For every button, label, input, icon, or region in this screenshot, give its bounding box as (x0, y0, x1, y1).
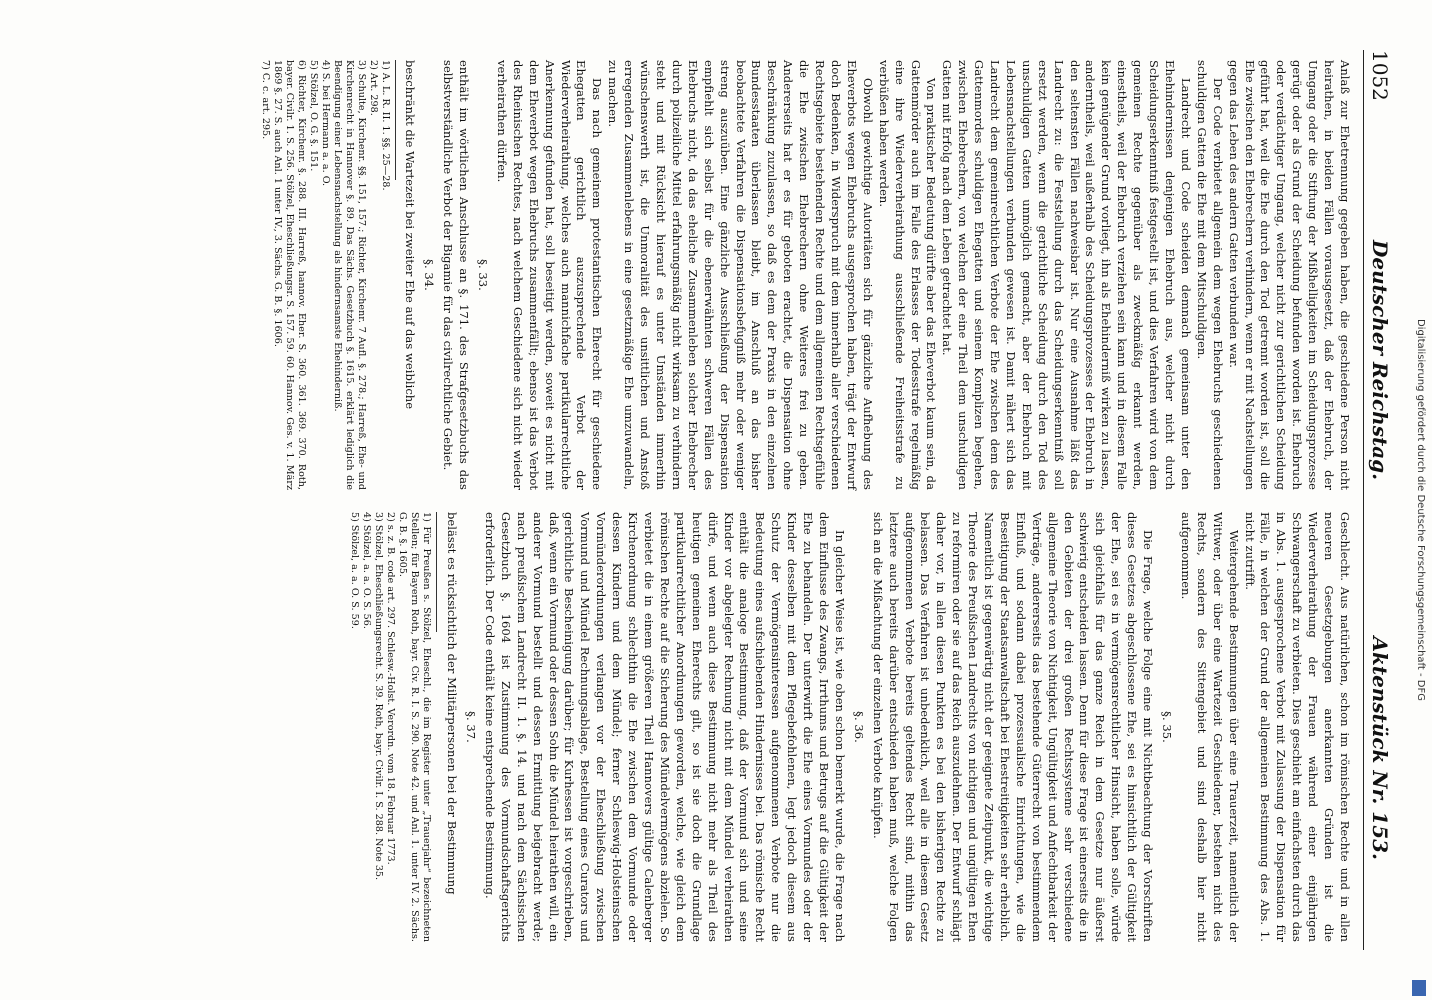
section-heading: §. 34. (422, 259, 437, 291)
footnote-rule (395, 60, 396, 180)
footnote: 3) Schulte, Kirchenr. §§. 151, 157.; Richter, Kirchenr. 7 Aufl. §. 278.; Harreß, Ehe- und Kirchenrecht in Hannover §. 89. Das Sächs. Gesetzbuch §. 1615. erklärt lediglich die Beendigung einer Lebensnachstellung als hindernsamste Ehehinderniß. (331, 60, 367, 490)
section-text: belässt es rücksichtlich der Militärpersonen bei der Bestimmung (445, 512, 460, 895)
document-reference: Aktenstück Nr. 153. (1368, 636, 1392, 860)
digitization-note: Digitalisierung gefördert durch die Deutsche Forschungsgemeinschaft - DFG (1415, 318, 1426, 701)
footnote: 2) s. z. B. code art. 297. Schlesw.-Holst. Verordn. vom 18. Februar 1773. (385, 512, 397, 865)
footnote: 6) Richter, Kirchenr. §. 288. III. Harreß, hannov. Eher. S. 360. 361. 369. 370. Roth, bayer. Civilr. 1. S. 256. Stölzel, Eheschließungsr. S. 157. 59. 60. Hannov. Ges. v. 1. März 1869 §. 27. S. auch Anl. 1 unter IV., 3. Sächs. G. B. §. 1606. (271, 60, 307, 490)
paragraph: Anlaß zur Ehetrennung gegeben haben, die geschiedene Person nicht heirathen, in beiden Fällen vorausgesetzt, daß der Ehebruch, der Umgang oder die Stiftung der Mißhelligkeiten im Scheidungsprozesse gerügt oder als Grund der Scheidung befunden worden ist. Ehebruch oder verdächtiger Umgang, welcher nicht zur gerichtlichen Scheidung geführt hat, weil die Ehe durch den Tod getrennt worden ist, soll die Ehe zwischen den Ehebrechern verhindern, wenn er mit Nachstellungen gegen das Leben des andern Gatten verbunden war. (1226, 60, 1352, 490)
footnote: 7) C. c. art. 295. (259, 60, 271, 140)
section-heading: §. 35. (1160, 711, 1175, 743)
paragraph: Landrecht und Code scheiden demnach gemeinsam unter den Ehehindernissen denjenigen Ehebruch aus, welcher nicht durch Scheidungserkenntniß festgestellt ist, und dies Verfahren wird von dem gemeinen Rechte gegenüber als zweckmäßig erkannt werden, einestheils, weil der Ehebruch verziehen sein kann und in diesem Falle kein genügender Grund vorliegt, ihn als Ehehinderniß wirken zu lassen, anderntheils, weil außerhalb des Scheidungsprozesses der Ehebruch in den seltensten Fällen nachweisbar ist. Nur eine Ausnahme läßt das Landrecht zu: die Feststellung durch das Scheidungserkenntniß soll ersetzt werden, wenn die gerichtliche Scheidung durch den Tod des unschuldigen Gatten unmöglich gemacht, aber der Ehebruch mit Lebensnachstellungen verbunden gewesen ist. Damit nähert sich das Landrecht dem gemeinrechtlichen Verbote der Ehe zwischen dem des Gattenmordes schuldigen Ehegatten und seinem Komplizen begehen, zwischen Ehebrechern, von welchen der eine Theil dem unschuldigen Gatten mit Erfolg nach dem Leben getrachtet hat. (940, 60, 1193, 490)
paragraph: Geschlecht. Aus natürlichen, schon im römischen Rechte und in allen neueren Gesetzgebungen anerkannten Gründen ist die Wiederverheirathung der Frauen während einer einjährigen Schwangerschaft zu verbieten. Dies geschieht am einfachsten durch das in Abs. 1. ausgesprochene Verbot mit Zulassung der Dispensation für Fälle, in welchen der Grund der allgemeinen Bestimmung des Abs. 1. nicht zutrifft. (1242, 512, 1352, 942)
footnote: 1) A. L. R. II. 1. §§. 25—28. (379, 60, 391, 191)
section-text: Die Frage, welche Folge eine mit Nichtbeachtung der Vorschriften dieses Gesetzes abgeschlossene Ehe, sei es hinsichtlich der Gültigkeit der Ehe, sei es in vermögensrechtlicher Hinsicht, haben solle, würde sich gleichfalls für das ganze Reich in dem Gesetze nur äußerst schwierig entscheiden lassen. Denn für diese Frage ist einerseits die in den Gebieten der drei großen Rechtssysteme sehr verschiedene allgemeine Theorie von Nichtigkeit, Ungültigkeit und Anfechtbarkeit der Verträge, andererseits das bestehende Güterrecht von bestimmendem Einfluß, und sodann dabei prozessualische Einrichtungen, wie die Beseitigung der Staatsanwaltschaft bei Ehestreitigkeiten sehr erheblich. Namentlich ist gegenwärtig nicht der geeignete Zeitpunkt, die wichtige Theorie des Preußischen Landrechts von nichtigen und ungültigen Ehen zu reformiren oder sie auf das Reich auszudehnen. Der Entwurf schlägt daher vor, in allen diesen Punkten es bei den bisherigen Rechte zu belassen. Das Verfahren ist unbedenklich, weil alle in diesem Gesetz aufgenommenen Verbote bereits geltendes Recht sind, mithin das letztere auch bereits darüber entschieden haben muß, welche Folgen sich an die Mißachtung der einzelnen Verbote knüpfen. (870, 512, 1156, 942)
paragraph: Das nach gemeinem protestantischen Eherecht für geschiedene Ehegatten gerichtlich auszusprechende Verbot der Wiederverheirathung, welches auch mannichfache partikularrechtliche Anerkennung gefunden hat, soll beseitigt werden, soweit es nicht mit dem Eheverbot wegen Ehebruchs zusammenfällt; ebenso ist das Verbot des Rheinischen Rechtes, nach welchem Geschiedene sich nicht wieder verheirathen dürfen. (494, 60, 605, 490)
footnote: 1) Für Preußen s. Stölzel, Eheschl., die im Register unter „Trauerjahr“ bezeichneten Stellen; für Bayern Roth, bayr. Civ. R. I. S. 290. Note 42. und Anl. 1. unter IV. 2. Sächs. G. B. §. 1605. (397, 512, 433, 942)
section-heading: §. 33. (476, 259, 491, 291)
section-heading: §. 36. (851, 711, 866, 743)
paragraph: Der Code verbietet allgemein dem wegen Ehebruchs geschiedenen schuldigen Gatten die Ehe mit dem Mitschuldigen. (1194, 60, 1225, 490)
running-title: Deutscher Reichstag. (1368, 240, 1392, 481)
paragraph: Obwohl gewichtige Autoritäten sich für gänzliche Aufhebung des Eheverbots wegen Ehebruchs ausgesprochen haben, trägt der Entwurf doch Bedenken, in Widerspruch mit dem innerhalb aller verschiedenen Rechtsgebiete bestehenden Rechte und dem allgemeinen Rechtsgefühle die Ehe zwischen Ehebrechern ohne Weiteres frei zu geben. Andererseits hat er es für geboten erachtet, die Dispensation ohne Beschränkung zuzulassen, so daß es dem der Praxis in den einzelnen Bundesstaaten überlassen bleibt, im Anschluß an das bisher beobachtete Verfahren die Dispensationsbefugniß mehr oder weniger streng auszuüben. Eine gänzliche Ausschließung der Dispensation empfiehlt sich selbst für die ebenerwähnten schweren Fällen des Ehebruchs nicht, da das eheliche Zusammenleben solcher Ehebrecher durch polizeiliche Mittel erfahrungsmäßig nicht wirksam zu verhindern steht und mit Rücksicht hierauf es unter Umständen immerhin wünschenswerth ist, die Unmoralität des unsittlichen und Anstoß erregenden Zusammenlebens in eine gesetzmäßige Ehe umzuwandeln, zu machen. (606, 60, 875, 490)
paragraph: Weitergehende Bestimmungen über eine Trauerzeit, namentlich der Wittwer, oder über eine Wartezeit Geschiedener, bestehen nicht des Rechts, sondern des Sittengebiet und sind deshalb hier nicht aufgenommen. (1178, 512, 1241, 942)
footnote: 4) Stölzel, a. a. O. S. 56. (361, 512, 373, 629)
section-text: enthält im wörtlichen Anschlusse an §. 171. des Strafgesetzbuchs das selbstverständliche Verbot der Bigamie für das civilrechtliche Gebiet. (441, 60, 472, 490)
footnote: 3) Stölzel, Eheschließungsrecht. S. 39. Roth, bayr. Civilr. I. S. 288. Note 35. (373, 512, 385, 881)
right-column (348, 512, 1352, 942)
footnote: 5) Stölzel, a. a. O. S. 59. (349, 512, 361, 629)
section-heading: §. 37. (464, 711, 479, 743)
left-column (259, 60, 1352, 490)
footnote-rule (436, 512, 437, 632)
footnote: 4) S. bei Hermann a. a. O. (319, 60, 331, 187)
section-text: In gleicher Weise ist, wie oben schon bemerkt wurde, die Frage nach dem Einflusse des Zwangs, Irrthums und Betrugs auf die Gültigkeit der Ehe zu behandeln. Der unterwirft die Ehe eines Vormundes oder der Kinder desselben mit dem Pflegebefohlenen, legt jedoch diesem aus Schutz der Vermögensinteressen aufgenommenen Verbote nur die Bedeutung eines aufschiebenden Hindernisses bei. Das römische Recht enthält die analoge Bestimmung, daß der Vormund sich und seine Kinder vor abgelegter Rechnung nicht mit dem Mündel verheirathen dürfe, und wenn auch diese Bestimmung nicht mehr als Theil des heutigen gemeinen Eherechts gilt, so ist sie doch die Grundlage partikularrechtlicher Anordnungen geworden, welche, wie gleich dem römischen Rechte auf die Sicherung des Mündelvermögens abzielen. So verbietet die in einem größeren Theil Hannovers gültige Calenberger Kirchenordnung schlechthin die Ehe zwischen dem Vormunde oder dessen Kindern und dem Mündel; ferner Schleswig-Holsteinschen Vormünderordnungen verlangen vor der Eheschließung zwischen Vormund und Mündel Rechnungsablage, Bestellung eines Curators und gerichtliche Bescheinigung darüber; für Kurhessen ist vorgeschrieben, daß, wenn ein Vormund oder dessen Sohn die Mündel heirathen will, ein anderer Vormund bestellt und dessen Ermittlung beigebracht werde; nach preußischem Landrecht II. 1. §. 14. und nach dem Sächsischen Gesetzbuch §. 1604 ist Zustimmung des Vormundschaftsgerichts erforderlich. Der Code enthält keine entsprechende Bestimmung. (482, 512, 847, 942)
paragraph: Von praktischer Bedeutung dürfte aber das Eheverbot kaum sein, da Gattenmörder auch im Falle des Erlasses der Todesstrafe regelmäßig eine ihre Wiederverheirathung ausschließende Freiheitsstrafe zu verbüßen haben werden. (876, 60, 939, 490)
section-text: beschränkt die Wartezeit bei zweiter Ehe auf das weibliche (403, 60, 418, 410)
footnote: 2) Art. 298. (367, 60, 379, 116)
page-header (1362, 50, 1392, 950)
header-rule (1363, 50, 1364, 950)
footnote: 5) Stölzel, O. G. §. 151. (307, 60, 319, 172)
page-number: 1052 (1368, 50, 1392, 101)
dfg-logo-mark (1412, 980, 1426, 996)
